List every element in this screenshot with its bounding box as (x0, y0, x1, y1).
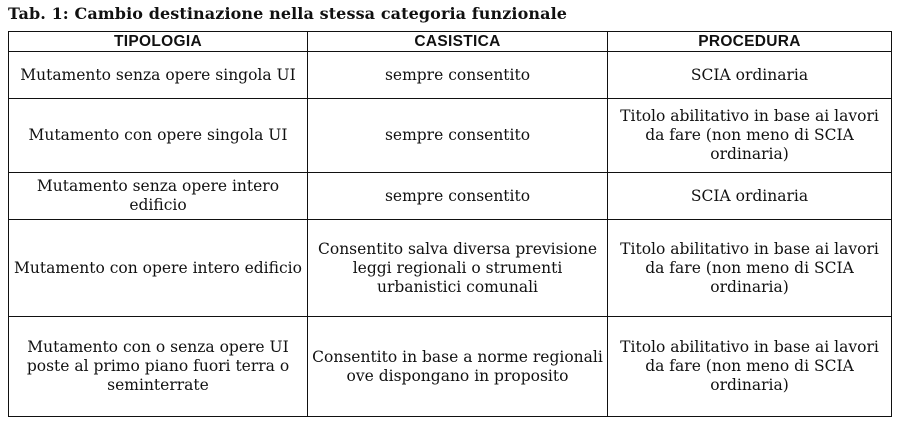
table-row (9, 52, 892, 99)
cell-tipologia: Mutamento con opere intero edificio (9, 220, 308, 317)
cell-tipologia: Mutamento con opere singola UI (9, 99, 308, 173)
destination-change-table (8, 31, 892, 417)
cell-casistica: sempre consentito (308, 52, 608, 99)
cell-tipologia: Mutamento senza opere singola UI (9, 52, 308, 99)
cell-tipologia: Mutamento senza opere intero edificio (9, 172, 308, 219)
header-casistica: CASISTICA (308, 32, 608, 52)
cell-procedura: SCIA ordinaria (608, 52, 892, 99)
table-row (9, 172, 892, 219)
header-procedura: PROCEDURA (608, 32, 892, 52)
table-row (9, 99, 892, 173)
cell-casistica: Consentito salva diversa previsione leggi regionali o strumenti urbanistici comunali (308, 220, 608, 317)
cell-casistica: sempre consentito (308, 99, 608, 173)
cell-tipologia: Mutamento con o senza opere UI poste al primo piano fuori terra o seminterrate (9, 317, 308, 417)
cell-procedura: Titolo abilitativo in base ai lavori da fare (non meno di SCIA ordinaria) (608, 317, 892, 417)
table-header-row (9, 32, 892, 52)
cell-procedura: SCIA ordinaria (608, 172, 892, 219)
cell-procedura: Titolo abilitativo in base ai lavori da fare (non meno di SCIA ordinaria) (608, 220, 892, 317)
cell-casistica: Consentito in base a norme regionali ove dispongano in proposito (308, 317, 608, 417)
table-row (9, 317, 892, 417)
table-caption: Tab. 1: Cambio destinazione nella stessa categoria funzionale (8, 4, 568, 23)
cell-procedura: Titolo abilitativo in base ai lavori da fare (non meno di SCIA ordinaria) (608, 99, 892, 173)
table-row (9, 220, 892, 317)
header-tipologia: TIPOLOGIA (9, 32, 308, 52)
cell-casistica: sempre consentito (308, 172, 608, 219)
